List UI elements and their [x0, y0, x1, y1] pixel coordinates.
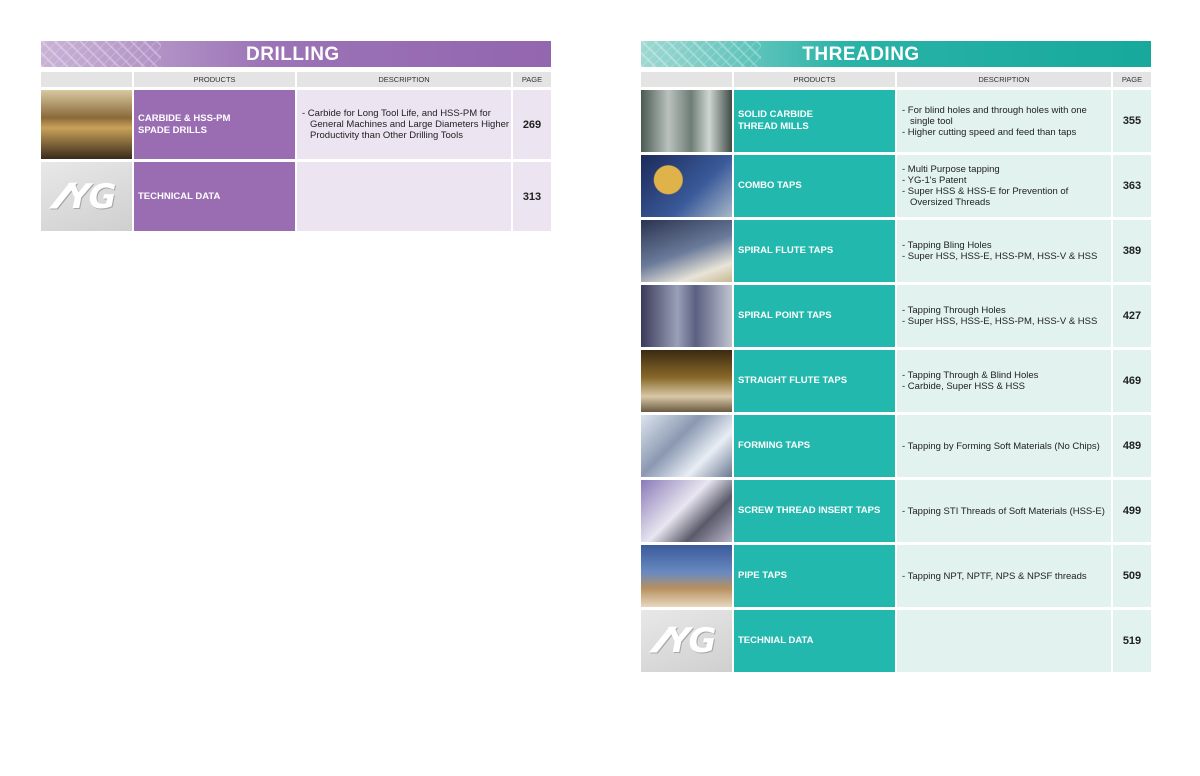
threading-banner: [641, 41, 1151, 67]
description-line: - Carbide, Super HSS & HSS: [902, 381, 1026, 392]
product-description: [897, 545, 1111, 607]
description-line: - Super HSS, HSS-E, HSS-PM, HSS-V & HSS: [902, 251, 1098, 262]
description-line: - Tapping Through Holes: [902, 305, 1006, 316]
header-blank: [641, 72, 732, 87]
product-name[interactable]: TECHNIAL DATA: [734, 610, 895, 672]
drilling-section: [41, 41, 551, 231]
table-row: [641, 480, 1151, 542]
threading-section: [641, 41, 1151, 672]
table-header: [641, 72, 1151, 87]
page-number[interactable]: 489: [1113, 415, 1151, 477]
table-row: [641, 415, 1151, 477]
product-description: [897, 480, 1111, 542]
description-line: - Tapping Through & Blind Holes: [902, 370, 1039, 381]
forming-taps-photo: [641, 415, 732, 477]
product-name[interactable]: CARBIDE & HSS-PM SPADE DRILLS: [134, 90, 295, 159]
product-description: [897, 610, 1111, 672]
product-name[interactable]: SCREW THREAD INSERT TAPS: [734, 480, 895, 542]
yg-logo-mark: ⁄⁄YG: [658, 621, 715, 661]
product-name[interactable]: TECHNICAL DATA: [134, 162, 295, 231]
page-number[interactable]: 269: [513, 90, 551, 159]
sti-taps-photo: [641, 480, 732, 542]
yg-logo: [41, 162, 132, 231]
table-row: [641, 610, 1151, 672]
product-description: [297, 162, 511, 231]
drilling-banner: [41, 41, 551, 67]
table-header: [41, 72, 551, 87]
product-description: [897, 350, 1111, 412]
combo-taps-photo: [641, 155, 732, 217]
description-line: - YG-1's Patent: [902, 175, 967, 186]
description-line: - Carbide for Long Tool Life, and HSS-PM for General Machines and Large Diameters Higher Productivity than Other Drilling Tools: [302, 108, 510, 141]
spiral-point-taps-photo: [641, 285, 732, 347]
product-description: [897, 285, 1111, 347]
table-row: [641, 545, 1151, 607]
straight-flute-taps-photo: [641, 350, 732, 412]
description-line: - Higher cutting speed and feed than taps: [902, 126, 1077, 138]
page-number[interactable]: 389: [1113, 220, 1151, 282]
header-products: PRODUCTS: [734, 72, 895, 87]
spiral-flute-taps-photo: [641, 220, 732, 282]
product-name[interactable]: SPIRAL FLUTE TAPS: [734, 220, 895, 282]
description-line: - Tapping by Forming Soft Materials (No Chips): [902, 440, 1100, 452]
product-name[interactable]: COMBO TAPS: [734, 155, 895, 217]
table-row: [41, 90, 551, 159]
product-name[interactable]: SPIRAL POINT TAPS: [734, 285, 895, 347]
table-row: [641, 220, 1151, 282]
table-row: [641, 285, 1151, 347]
description-line: - Super HSS, HSS-E, HSS-PM, HSS-V & HSS: [902, 316, 1098, 327]
product-description: [897, 220, 1111, 282]
product-name[interactable]: PIPE TAPS: [734, 545, 895, 607]
description-line: - For blind holes and through holes with one single tool: [902, 104, 1087, 127]
product-description: [897, 415, 1111, 477]
page-number[interactable]: 427: [1113, 285, 1151, 347]
table-row: [641, 90, 1151, 152]
product-name[interactable]: SOLID CARBIDE THREAD MILLS: [734, 90, 895, 152]
header-description: DESCRIPTION: [297, 72, 511, 87]
description-line: - Super HSS & HSS-E for Prevention of Oversized Threads: [902, 186, 1069, 208]
page-number[interactable]: 363: [1113, 155, 1151, 217]
table-row: [641, 350, 1151, 412]
thread-mills-photo: [641, 90, 732, 152]
description-line: - Tapping NPT, NPTF, NPS & NPSF threads: [902, 570, 1087, 582]
description-line: - Tapping STI Threads of Soft Materials (HSS-E): [902, 505, 1105, 517]
header-blank: [41, 72, 132, 87]
product-name[interactable]: STRAIGHT FLUTE TAPS: [734, 350, 895, 412]
product-description: [897, 90, 1111, 152]
page-number[interactable]: 355: [1113, 90, 1151, 152]
header-page: PAGE: [513, 72, 551, 87]
yg-logo-mark: ⁄⁄YG: [58, 176, 115, 217]
spade-drills-photo: [41, 90, 132, 159]
page-number[interactable]: 499: [1113, 480, 1151, 542]
page-number[interactable]: 519: [1113, 610, 1151, 672]
header-products: PRODUCTS: [134, 72, 295, 87]
description-line: - Tapping Bling Holes: [902, 240, 992, 251]
pipe-taps-photo: [641, 545, 732, 607]
product-description: [297, 90, 511, 159]
table-row: [641, 155, 1151, 217]
section-title: THREADING: [802, 44, 920, 65]
section-title: DRILLING: [246, 44, 340, 65]
table-row: [41, 162, 551, 231]
page-number[interactable]: 469: [1113, 350, 1151, 412]
page-number[interactable]: 313: [513, 162, 551, 231]
page-number[interactable]: 509: [1113, 545, 1151, 607]
threading-rows: [641, 90, 1151, 672]
header-page: PAGE: [1113, 72, 1151, 87]
description-line: - Multi Purpose tapping: [902, 164, 1000, 175]
header-description: DESCRIPTION: [897, 72, 1111, 87]
product-description: [897, 155, 1111, 217]
yg-logo: [641, 610, 732, 672]
product-name[interactable]: FORMING TAPS: [734, 415, 895, 477]
drilling-rows: [41, 90, 551, 231]
